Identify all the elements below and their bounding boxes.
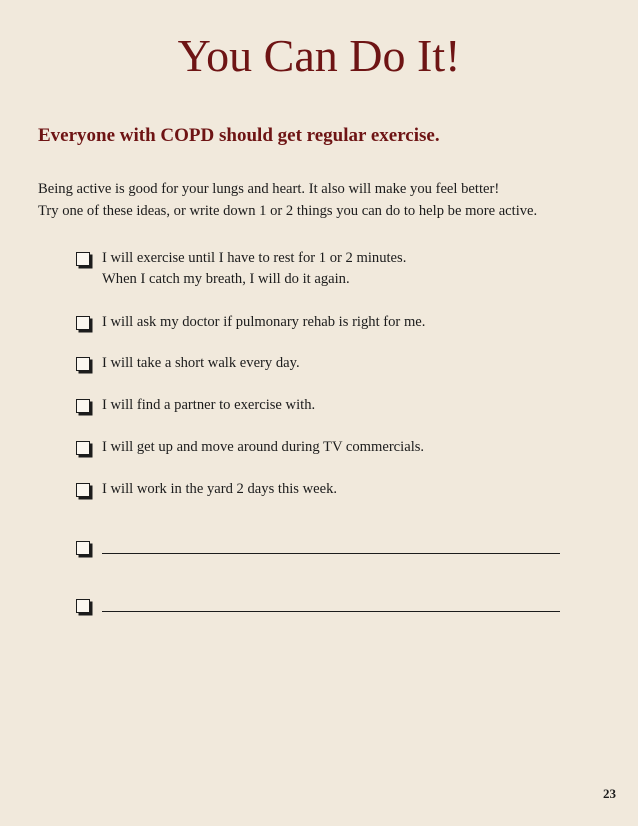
checkbox-icon[interactable] [76, 252, 90, 266]
checkbox-icon[interactable] [76, 316, 90, 330]
intro-paragraph [38, 178, 537, 222]
checklist-item-yard-work[interactable] [76, 479, 337, 500]
checklist-item-tv-commercials[interactable] [76, 437, 424, 458]
checklist-item-text: I will work in the yard 2 days this week. [102, 481, 338, 497]
checklist-item-text: I will take a short walk every day. [102, 355, 300, 371]
checkbox-icon[interactable] [76, 599, 90, 613]
intro-line-1: Being active is good for your lungs and heart. It also will make you feel better! [38, 181, 500, 197]
checklist-item-text [102, 248, 406, 290]
checklist-item-exercise-rest[interactable] [76, 248, 406, 290]
section-heading: Everyone with COPD should get regular exercise. [38, 125, 440, 146]
checkbox-icon[interactable] [76, 399, 90, 413]
checklist-item-write-in-2[interactable] [76, 595, 560, 613]
checklist-item-pulmonary-rehab[interactable] [76, 312, 425, 333]
checklist-item-write-in-1[interactable] [76, 537, 560, 555]
checklist-item-exercise-partner[interactable] [76, 395, 315, 416]
checklist-item-short-walk[interactable] [76, 353, 300, 374]
checklist-item-line: When I catch my breath, I will do it again. [102, 271, 350, 287]
checklist-item-text: I will get up and move around during TV commercials. [102, 439, 425, 455]
checkbox-icon[interactable] [76, 541, 90, 555]
checklist-item-text: I will ask my doctor if pulmonary rehab is right for me. [102, 314, 426, 330]
page-number: 23 [603, 786, 616, 801]
checklist-item-line: I will exercise until I have to rest for 1 or 2 minutes. [102, 250, 407, 266]
page-title: You Can Do It! [177, 30, 461, 81]
checklist-item-text: I will find a partner to exercise with. [102, 397, 316, 413]
checkbox-icon[interactable] [76, 441, 90, 455]
write-in-line[interactable] [102, 537, 560, 554]
intro-line-2: Try one of these ideas, or write down 1 or 2 things you can do to help be more active. [38, 203, 538, 219]
write-in-line[interactable] [102, 595, 560, 612]
checkbox-icon[interactable] [76, 357, 90, 371]
checkbox-icon[interactable] [76, 483, 90, 497]
